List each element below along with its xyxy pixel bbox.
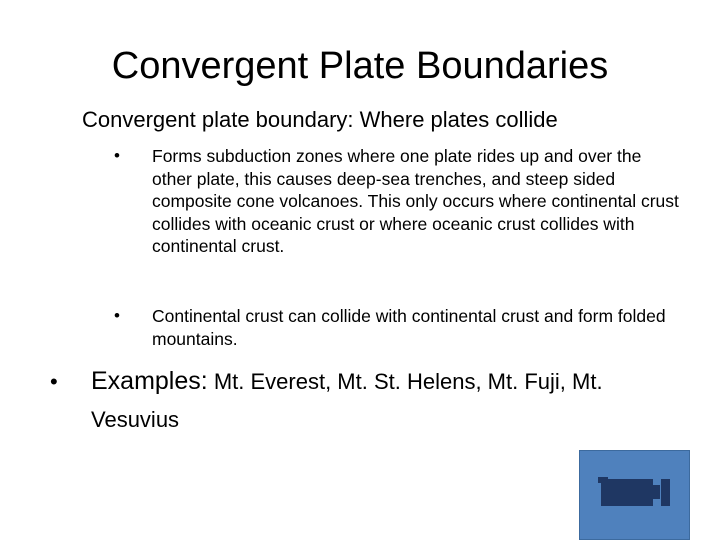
bullet-marker: • bbox=[114, 306, 120, 325]
bullet-marker: • bbox=[50, 369, 58, 394]
sub-point-subduction: Forms subduction zones where one plate rides up and over the other plate, this causes deep-sea trenches, and steep sided composite cone volcanoes. This only occurs where continental crust collides with oceanic crust or where oceanic crust collides with continental crust. bbox=[152, 146, 679, 256]
media-button[interactable] bbox=[579, 450, 690, 540]
intro-text: Convergent plate boundary: Where plates collide bbox=[82, 107, 558, 132]
video-camera-icon bbox=[598, 475, 674, 509]
examples-line bbox=[91, 364, 691, 440]
bullet-marker: • bbox=[114, 146, 120, 165]
examples-label: Examples: bbox=[91, 367, 208, 395]
sub-point-folded-mountains: Continental crust can collide with continental crust and form folded mountains. bbox=[152, 306, 666, 349]
examples-value: Mt. Everest, Mt. St. Helens, Mt. Fuji, Mt. Vesuvius bbox=[91, 369, 603, 432]
slide-title: Convergent Plate Boundaries bbox=[111, 45, 609, 87]
